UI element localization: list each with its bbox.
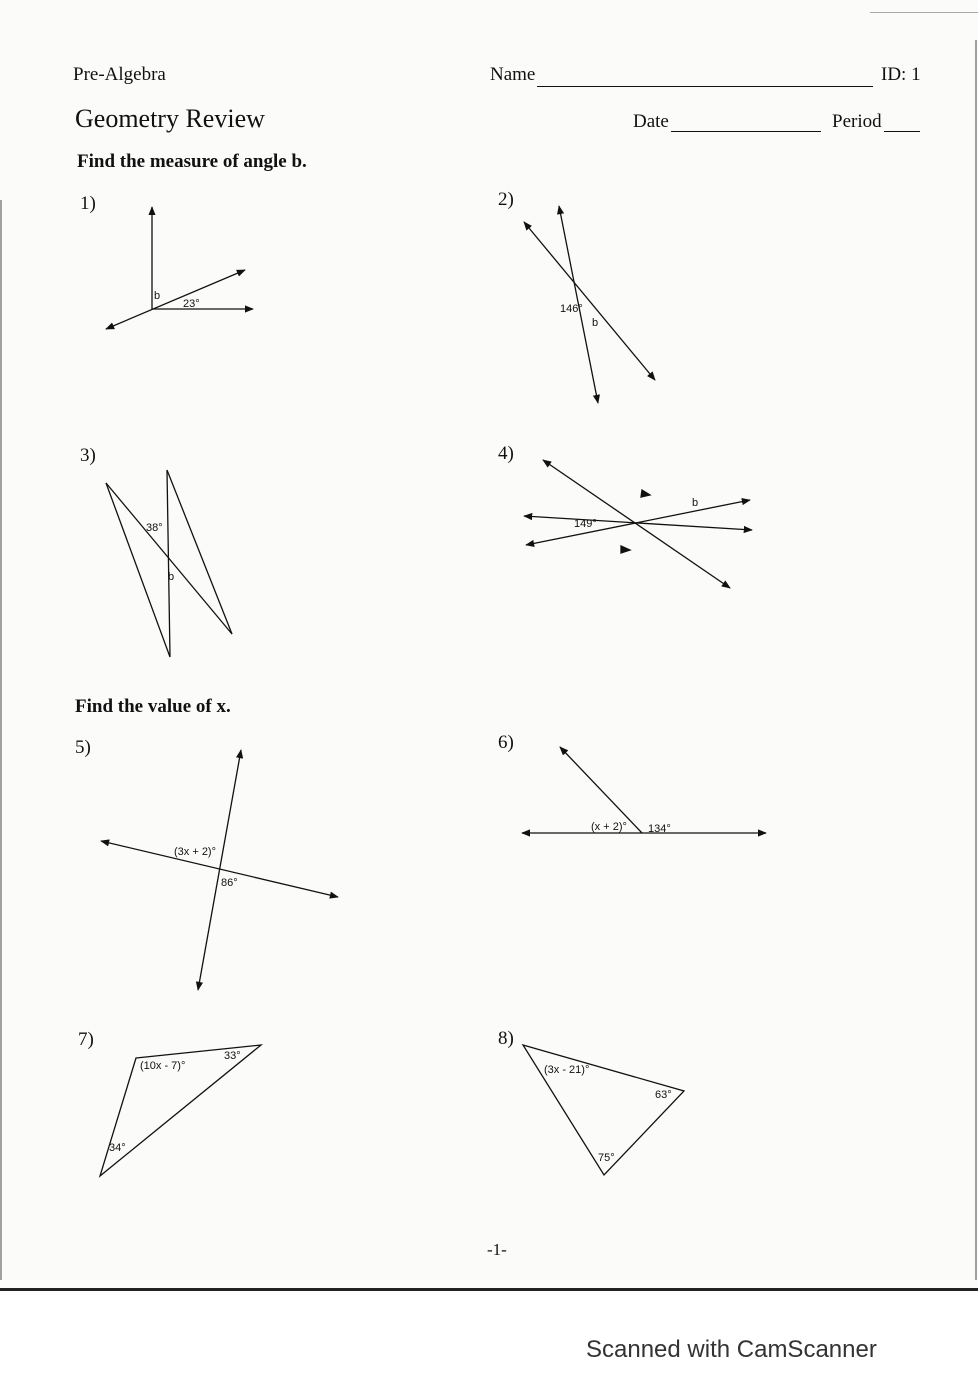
- problem-2-number: 2): [498, 189, 514, 210]
- p5-label-86: 86°: [221, 877, 238, 889]
- p7-label-34: 34°: [109, 1142, 126, 1154]
- p2-label-b: b: [592, 317, 599, 329]
- problem-7-number: 7): [78, 1029, 94, 1050]
- p3-label-38: 38°: [146, 522, 163, 534]
- problem-4-figure: [524, 460, 752, 588]
- p8-label-75: 75°: [598, 1152, 615, 1164]
- p7-label-33: 33°: [224, 1050, 241, 1062]
- problem-4-number: 4): [498, 443, 514, 464]
- problem-5-figure: [101, 750, 338, 990]
- p3-label-b: b: [168, 571, 175, 583]
- problem-8-number: 8): [498, 1028, 514, 1049]
- section-1-instruction: Find the measure of angle b.: [77, 151, 307, 172]
- page-title: Geometry Review: [75, 104, 265, 133]
- p6-label-134: 134°: [648, 823, 671, 835]
- p5-label-3x2: (3x + 2)°: [174, 846, 216, 858]
- p7-label-10x7: (10x - 7)°: [140, 1060, 186, 1072]
- course-name: Pre-Algebra: [73, 64, 166, 85]
- problem-2-figure: [524, 206, 655, 403]
- p4-label-b: b: [692, 497, 699, 509]
- p1-label-b: b: [154, 290, 161, 302]
- problem-1-number: 1): [80, 193, 96, 214]
- scanner-watermark: Scanned with CamScanner: [586, 1336, 877, 1363]
- p1-label-23: 23°: [183, 298, 200, 310]
- problem-6-number: 6): [498, 732, 514, 753]
- p6-label-x2: (x + 2)°: [591, 821, 627, 833]
- p2-label-146: 146°: [560, 303, 583, 315]
- period-label: Period: [832, 111, 882, 132]
- page-number: -1-: [487, 1240, 507, 1259]
- problem-6-figure: [522, 747, 766, 833]
- problem-3-number: 3): [80, 445, 96, 466]
- p8-label-63: 63°: [655, 1089, 672, 1101]
- p4-label-149: 149°: [574, 518, 597, 530]
- p8-label-3x21: (3x - 21)°: [544, 1064, 590, 1076]
- section-2-instruction: Find the value of x.: [75, 696, 231, 717]
- date-label: Date: [633, 111, 669, 132]
- worksheet-id: ID: 1: [881, 64, 921, 85]
- name-label: Name: [490, 64, 536, 85]
- problem-5-number: 5): [75, 737, 91, 758]
- problem-3-figure: [106, 470, 232, 657]
- problem-1-figure: [106, 207, 253, 329]
